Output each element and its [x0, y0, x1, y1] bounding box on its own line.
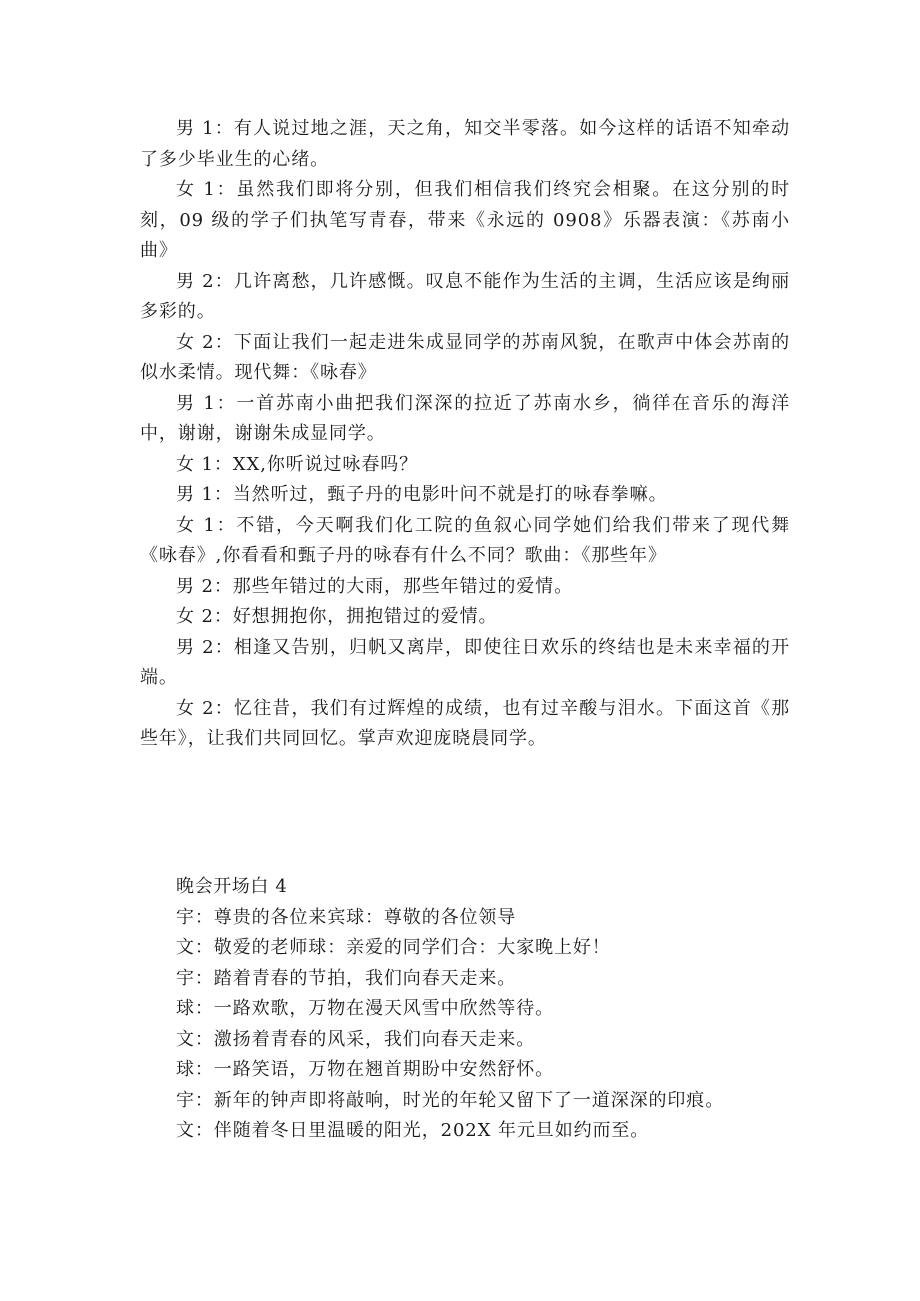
section-line: 球：一路欢歌，万物在漫天风雪中欣然等待。 [176, 998, 554, 1019]
dialogue-paragraph: 女 1：XX,你听说过咏春吗？ [176, 453, 419, 475]
section-line: 文：激扬着青春的风采，我们向春天走来。 [176, 1028, 536, 1050]
section-line: 文：敬爱的老师球：亲爱的同学们合：大家晚上好！ [176, 937, 611, 958]
dialogue-paragraph: 女 1：虽然我们即将分别，但我们相信我们终究会相聚。在这分别的时刻，09 级的学子们执笔写青春，带来《永远的 0908》乐器表演：《苏南小曲》 [140, 179, 790, 261]
section-line: 球：一路笑语，万物在翘首期盼中安然舒怀。 [176, 1059, 554, 1080]
dialogue-paragraph: 男 1：有人说过地之涯，天之角，知交半零落。如今这样的话语不知牵动了多少毕业生的心绪。 [140, 118, 790, 170]
dialogue-paragraph: 男 2：相逢又告别，归帆又离岸，即使往日欢乐的终结也是未来幸福的开端。 [140, 636, 790, 688]
dialogue-paragraph: 女 2：下面让我们一起走进朱成显同学的苏南风貌，在歌声中体会苏南的似水柔情。现代舞：《咏春》 [140, 331, 790, 383]
section-title: 晚会开场白 4 [176, 876, 288, 897]
section-line: 宇：尊贵的各位来宾球：尊敬的各位领导 [176, 906, 517, 928]
section-line: 宇：新年的钟声即将敲响，时光的年轮又留下了一道深深的印痕。 [176, 1089, 725, 1111]
section-line: 宇：踏着青春的节拍，我们向春天走来。 [176, 967, 517, 989]
dialogue-script [140, 114, 790, 755]
section-line: 文：伴随着冬日里温暖的阳光，202X 年元旦如约而至。 [176, 1120, 650, 1141]
dialogue-paragraph: 男 2：几许离愁，几许感慨。叹息不能作为生活的主调，生活应该是绚丽多彩的。 [140, 270, 790, 322]
dialogue-paragraph: 女 2：好想拥抱你，拥抱错过的爱情。 [176, 606, 498, 627]
dialogue-paragraph: 男 1：当然听过，甄子丹的电影叶问不就是打的咏春拳嘛。 [176, 484, 668, 505]
dialogue-paragraph: 女 1：不错，今天啊我们化工院的鱼叙心同学她们给我们带来了现代舞《咏春》,你看看和甄子丹的咏春有什么不同？歌曲：《那些年》 [140, 514, 790, 566]
dialogue-paragraph: 男 1：一首苏南小曲把我们深深的拉近了苏南水乡，徜徉在音乐的海洋中，谢谢，谢谢朱成显同学。 [140, 392, 790, 444]
opening-remarks-section [176, 872, 790, 1147]
dialogue-paragraph: 男 2：那些年错过的大雨，那些年错过的爱情。 [176, 575, 573, 597]
dialogue-paragraph: 女 2：忆往昔，我们有过辉煌的成绩，也有过辛酸与泪水。下面这首《那些年》，让我们共同回忆。掌声欢迎庞晓晨同学。 [140, 697, 790, 749]
